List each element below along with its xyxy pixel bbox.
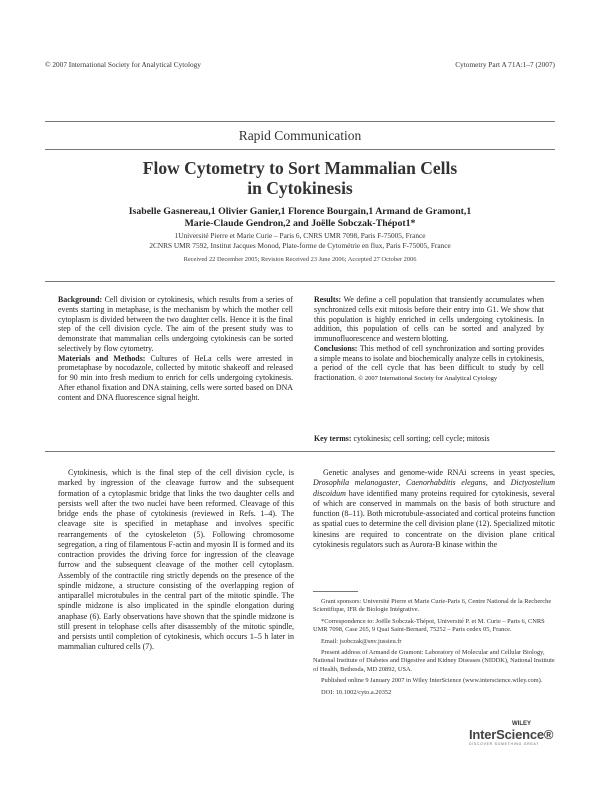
received-dates: Received 22 December 2005; Revision Received 23 June 2006; Accepted 27 October 2006 [183,256,417,263]
abstract-results-label: Results: [314,295,342,304]
abstract-rule-bottom [45,451,555,452]
article-title-line1: Flow Cytometry to Sort Mammalian Cells [142,158,458,178]
footnote-correspondence: *Correspondence to: Joëlle Sobczak-Thépot, Université P. et M. Curie – Paris 6, CNRS UMR 7098, Case 265, 9 Quai Saint-Bernard, 75252 – Paris cedex 05, France. [313,617,545,634]
footnotes [313,598,555,700]
abstract-background-text: Cell division or cytokinesis, which results from a series of events starting in metaphase, is the mechanism by which the mother cell cytoplasm is divided between the two daughter cells. Hence it is the final step of the cell division cycle. The aim of the present study was to demonstrate that mammalian cells undergoing cytokinesis can be sorted selectively by flow cytometry. [58,295,293,353]
article-title-line2: in Cytokinesis [247,178,353,198]
running-header-copyright: © 2007 International Society for Analytical Cytology [45,60,201,69]
key-terms [314,434,554,444]
footnote-email: Email: jsobczak@snv.jussieu.fr [321,637,402,645]
affiliation-2: 2CNRS UMR 7592, Institut Jacques Monod, Plate-forme de Cytométrie en flux, Paris F-75005, France [149,240,451,250]
abstract-methods-text: Cultures of HeLa cells were arrested in prometaphase by nocodazole, collected by mitotic shakeoff and released for 90 min into fresh medium to enrich for cells undergoing cytokinesis. After ethanol fixation and DNA staining, cells were sorted based on DNA content and DNA fluorescence signal height. [58,353,293,402]
logo-brand: WILEY [512,721,531,727]
key-terms-text: cytokinesis; cell sorting; cell cycle; mitosis [353,434,490,443]
footnote-present-address: Present address of Armand de Gramont: Laboratory of Molecular and Cellular Biology, National Institute of Diabetes and Digestive and Kidney Diseases (NIDDK), National Institute of Health, Bethesda, MD 20892, USA. [313,649,555,673]
abstract-left-column [58,295,293,402]
key-terms-label: Key terms: [314,434,352,443]
abstract-conclusions [314,344,544,384]
species-drosophila: Drosophila melanogaster [313,478,399,488]
abstract-background [58,295,293,354]
affiliations [0,231,600,250]
article-title [0,158,600,198]
body-right-paragraph [313,468,555,550]
body-right-sep-2: , and [485,478,511,488]
section-rule-top [45,121,555,122]
footnote-published: Published online 9 January 2007 in Wiley InterScience (www.interscience.wiley.com). [321,677,543,685]
abstract-results [314,295,544,344]
affiliation-1: 1Université Pierre et Marie Curie – Paris 6, CNRS UMR 7098, Paris F-75005, France [174,231,426,240]
species-caenorhabditis: Caenorhabditis elegans [406,478,486,488]
logo-tagline: DISCOVER SOMETHING GREAT [469,742,540,746]
abstract-conclusions-label: Conclusions: [314,343,358,353]
body-right-text-1: Genetic analyses and genome-wide RNAi screens in yeast species, [323,468,555,477]
author-line2: Marie-Claude Gendron,2 and Joëlle Sobczak-Thépot1* [184,217,416,229]
abstract-rule-top [45,281,555,282]
species-dictyostelium: Dictyostelium discoidum [313,478,556,498]
abstract-results-text: We define a cell population that transiently accumulates when synchronized cells exit mitosis before their entry into G1. We show that this population is highly enriched in cells undergoing cytokinesis. In addition, this population of cells can be sorted and analyzed by immunofluorescence and western blotting. [314,295,544,343]
abstract-right-column [314,295,544,384]
abstract-methods-label: Materials and Methods: [58,353,146,363]
abstract-copyright: © 2007 International Society for Analytical Cytology [358,375,498,382]
abstract-methods [58,354,293,403]
body-right-sep-1: , [398,478,407,488]
author-line1: Isabelle Gasnereau,1 Olivier Ganier,1 Florence Bourgain,1 Armand de Gramont,1 [128,206,472,217]
abstract-background-label: Background: [58,295,103,304]
abstract-conclusions-text: This method of cell synchronization and sorting provides a simple means to isolate and biochemically analyze cells in cytokinesis, a period of the cell cycle that has been difficult to study by cell fractionation. [314,343,544,382]
wiley-interscience-logo [469,721,559,746]
section-rule-bottom [45,149,555,150]
author-list [0,206,600,229]
body-right-text-2: have identified many proteins required for cytokinesis, several of which are conserved in mammals on the basis of both structure and function (8–11). Both microtubule-associated and cortical proteins function as spatial cues to determine the cell division plane (12). Specialized mitotic kinesins are required to concentrate on the division plane critical cytokinesis regulators such as Aurora-B kinase within the [313,488,555,549]
running-header-journal: Cytometry Part A 71A:1–7 (2007) [455,60,555,69]
footnote-divider [313,591,358,592]
body-left-paragraph: Cytokinesis, which is the final step of the cell division cycle, is marked by ingression of the cleavage furrow and the subsequent formation of a cytoplasmic bridge that links the two daughter cells and persists well after the two nuclei have been reformed. Cleavage of this bridge ends the phase of cytokinesis (reviewed in Refs. 1–4). The cleavage site is specified in metaphase and involves specific rearrangements of the cytoskeleton (5). Following chromosome segregation, a ring of filamentous F-actin and myosin II is formed and its contraction provides the driving force for ingression of the cleavage furrow and the subsequent cleavage of the mother cell cytoplasm. Assembly of the contractile ring strictly depends on the presence of the spindle midzone, a structure consisting of the overlapping region of antiparallel microtubules in the central part of the mitotic spindle. The spindle midzone is also implicated in the spindle elongation during anaphase (6). Early observations have shown that the spindle midzone is still present in telophase cells after disassembly of the mitotic spindle, and persists until completion of cytokinesis, which occurs 1–5 h later in mammalian cultured cells (7). [58,468,294,652]
logo-name: InterScience® [469,727,554,742]
section-label: Rapid Communication [238,128,362,143]
footnote-doi: DOI: 10.1002/cyto.a.20352 [321,688,392,696]
footnote-grant: Grant sponsors: Université Pierre et Marie Curie-Paris 6, Centre National de la Recherche Scientifique, IFR de Biologie Intégrative. [313,598,552,614]
